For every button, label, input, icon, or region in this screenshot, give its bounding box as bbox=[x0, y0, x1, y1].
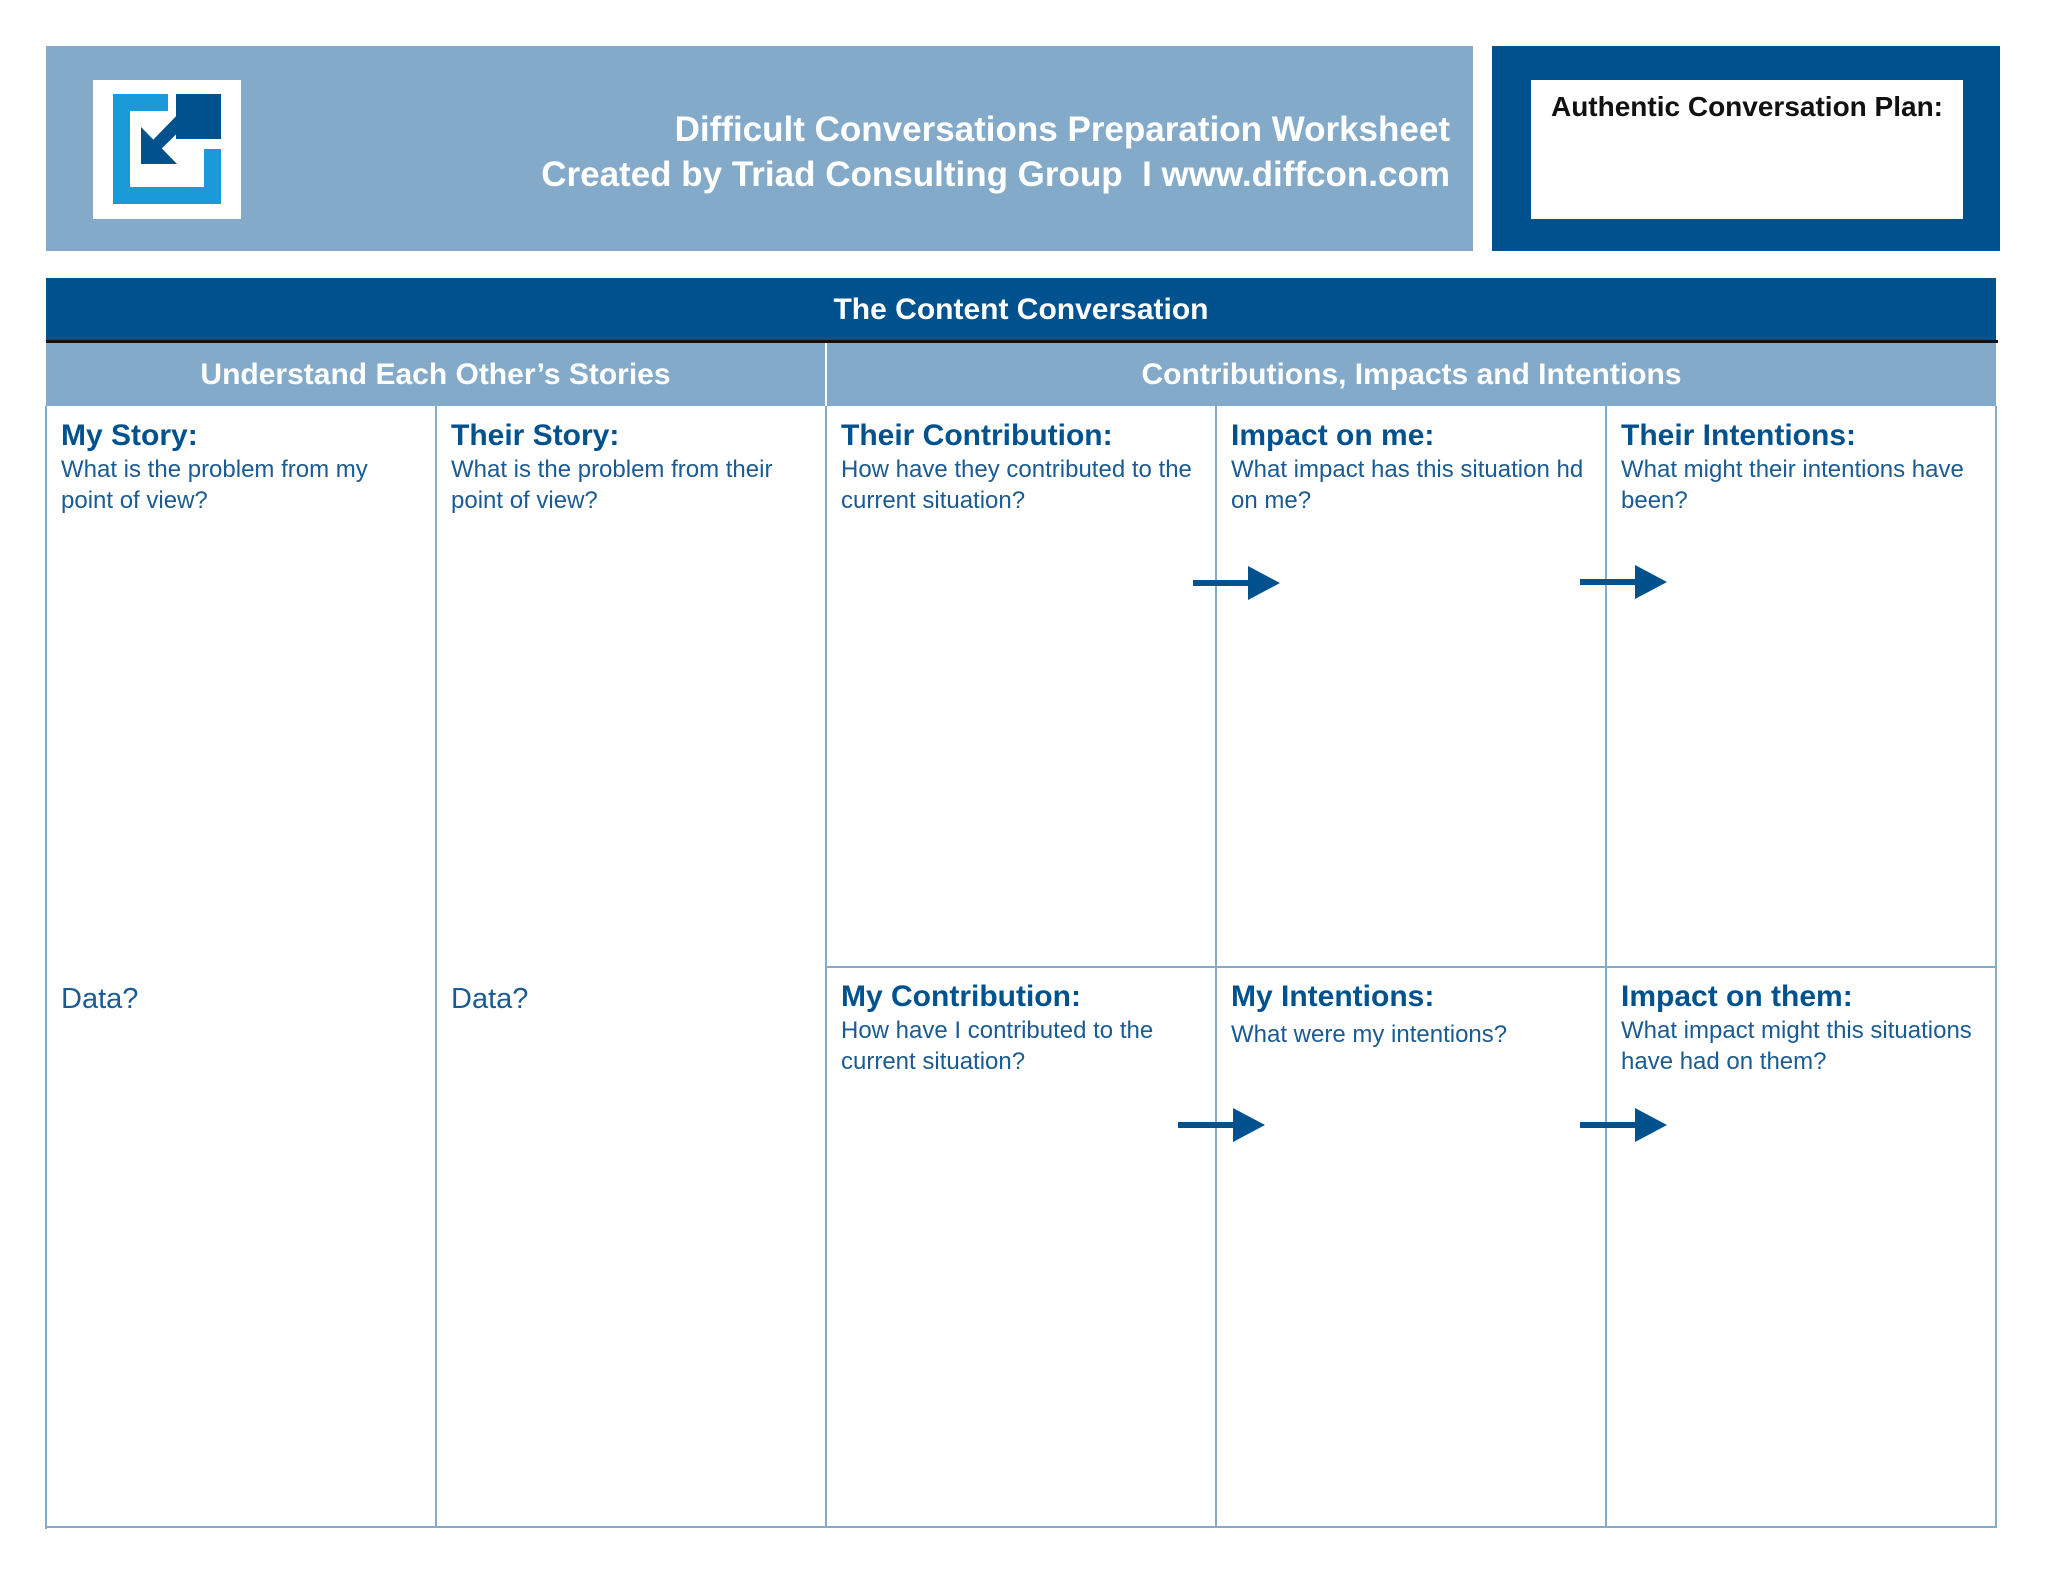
grid-line bbox=[435, 406, 437, 1528]
grid-line bbox=[45, 406, 47, 969]
grid-line bbox=[45, 969, 47, 1529]
worksheet-title bbox=[541, 107, 1450, 197]
title-line-2: Created by Triad Consulting Group I www.diffcon.com bbox=[541, 155, 1450, 194]
impact-on-them-title: Impact on them: bbox=[1621, 980, 1853, 1013]
their-contribution-title: Their Contribution: bbox=[841, 419, 1113, 452]
arrow-right-icon bbox=[1580, 563, 1672, 601]
grid-line bbox=[826, 966, 1996, 968]
impact-on-them-question: What impact might this situations have had on them? bbox=[1621, 1017, 1972, 1075]
impact-on-me-cell[interactable] bbox=[1231, 418, 1596, 516]
impact-on-me-title: Impact on me: bbox=[1231, 419, 1435, 452]
arrow-right-icon bbox=[1580, 1106, 1672, 1144]
their-story-title: Their Story: bbox=[451, 419, 620, 452]
my-intentions-title: My Intentions: bbox=[1231, 980, 1435, 1013]
my-intentions-question: What were my intentions? bbox=[1231, 1021, 1508, 1048]
their-contribution-question: How have they contributed to the current situation? bbox=[841, 456, 1192, 514]
my-contribution-question: How have I contributed to the current situation? bbox=[841, 1017, 1154, 1075]
grid-line bbox=[45, 1526, 1997, 1528]
my-intentions-cell[interactable] bbox=[1231, 979, 1596, 1050]
arrow-right-icon bbox=[1193, 564, 1285, 602]
my-story-title: My Story: bbox=[61, 419, 198, 452]
their-story-cell[interactable] bbox=[451, 418, 816, 516]
their-contribution-cell[interactable] bbox=[841, 418, 1206, 516]
my-contribution-cell[interactable] bbox=[841, 979, 1206, 1077]
logo bbox=[93, 80, 241, 219]
my-contribution-title: My Contribution: bbox=[841, 980, 1081, 1013]
section-divider bbox=[825, 343, 827, 406]
section-header-stories: Understand Each Other’s Stories bbox=[46, 343, 825, 406]
arrow-right-icon bbox=[1178, 1106, 1270, 1144]
their-story-data-label: Data? bbox=[451, 983, 529, 1015]
section-header-contributions: Contributions, Impacts and Intentions bbox=[827, 343, 1996, 406]
their-story-question: What is the problem from their point of view? bbox=[451, 456, 773, 514]
content-conversation-bar: The Content Conversation bbox=[46, 278, 1996, 341]
impact-on-me-question: What impact has this situation hd on me? bbox=[1231, 456, 1584, 514]
their-intentions-question: What might their intentions have been? bbox=[1621, 456, 1964, 514]
their-intentions-cell[interactable] bbox=[1621, 418, 1986, 516]
my-story-question: What is the problem from my point of view? bbox=[61, 456, 368, 514]
my-story-cell[interactable] bbox=[61, 418, 426, 516]
plan-label: Authentic Conversation Plan: bbox=[1550, 91, 1944, 122]
my-story-data-label: Data? bbox=[61, 983, 139, 1015]
impact-on-them-cell[interactable] bbox=[1621, 979, 1986, 1077]
title-line-1: Difficult Conversations Preparation Worksheet bbox=[674, 110, 1450, 149]
expand-arrow-logo-icon bbox=[93, 80, 241, 219]
their-intentions-title: Their Intentions: bbox=[1621, 419, 1856, 452]
